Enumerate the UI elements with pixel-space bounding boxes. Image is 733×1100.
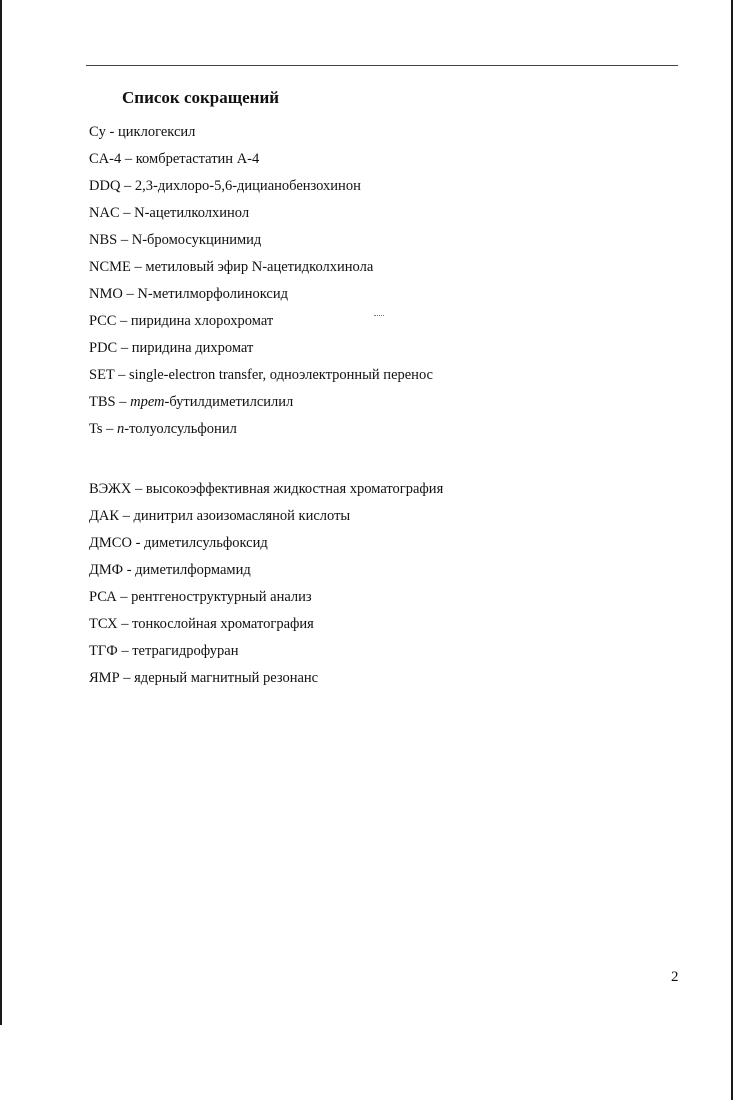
list-item: ТГФ – тетрагидрофуран — [89, 643, 239, 659]
list-item: РСА – рентгеноструктурный анализ — [89, 589, 312, 605]
list-item: Cy - циклогексил — [89, 124, 196, 140]
page-number: 2 — [671, 969, 679, 985]
list-item: ТСХ – тонкослойная хроматография — [89, 616, 314, 632]
list-item: PCC – пиридина хлорохромат — [89, 313, 274, 329]
list-item: PDC – пиридина дихромат — [89, 340, 254, 356]
list-item: Ts – n-толуолсульфонил — [89, 421, 237, 437]
list-item: NCME – метиловый эфир N-ацетидколхинола — [89, 259, 374, 275]
abbreviation-list-latin — [89, 123, 433, 447]
list-item: ДМФ - диметилформамид — [89, 562, 251, 578]
list-item: ЯМР – ядерный магнитный резонанс — [89, 670, 319, 686]
header-rule — [86, 65, 678, 66]
list-item: ДАК – динитрил азоизомасляной кислоты — [89, 508, 351, 524]
list-item: SET – single-electron transfer, одноэлектронный перенос — [89, 367, 433, 383]
list-item: CA-4 – комбретастатин А-4 — [89, 151, 260, 167]
list-item: ДМСО - диметилсульфоксид — [89, 535, 268, 551]
list-item: ВЭЖХ – высокоэффективная жидкостная хроматография — [89, 481, 444, 497]
list-item: DDQ – 2,3-дихлоро-5,6-дицианобензохинон — [89, 178, 361, 194]
list-item: NBS – N-бромосукцинимид — [89, 232, 262, 248]
list-item: TBS – трет-бутилдиметилсилил — [89, 394, 294, 410]
scan-edge-left — [0, 0, 2, 1025]
list-item: NMO – N-метилморфолиноксид — [89, 286, 288, 302]
abbreviation-list-cyrillic — [89, 480, 443, 696]
list-item: NAC – N-ацетилколхинол — [89, 205, 250, 221]
scan-speck — [374, 315, 384, 318]
page-title: Список сокращений — [122, 88, 280, 107]
